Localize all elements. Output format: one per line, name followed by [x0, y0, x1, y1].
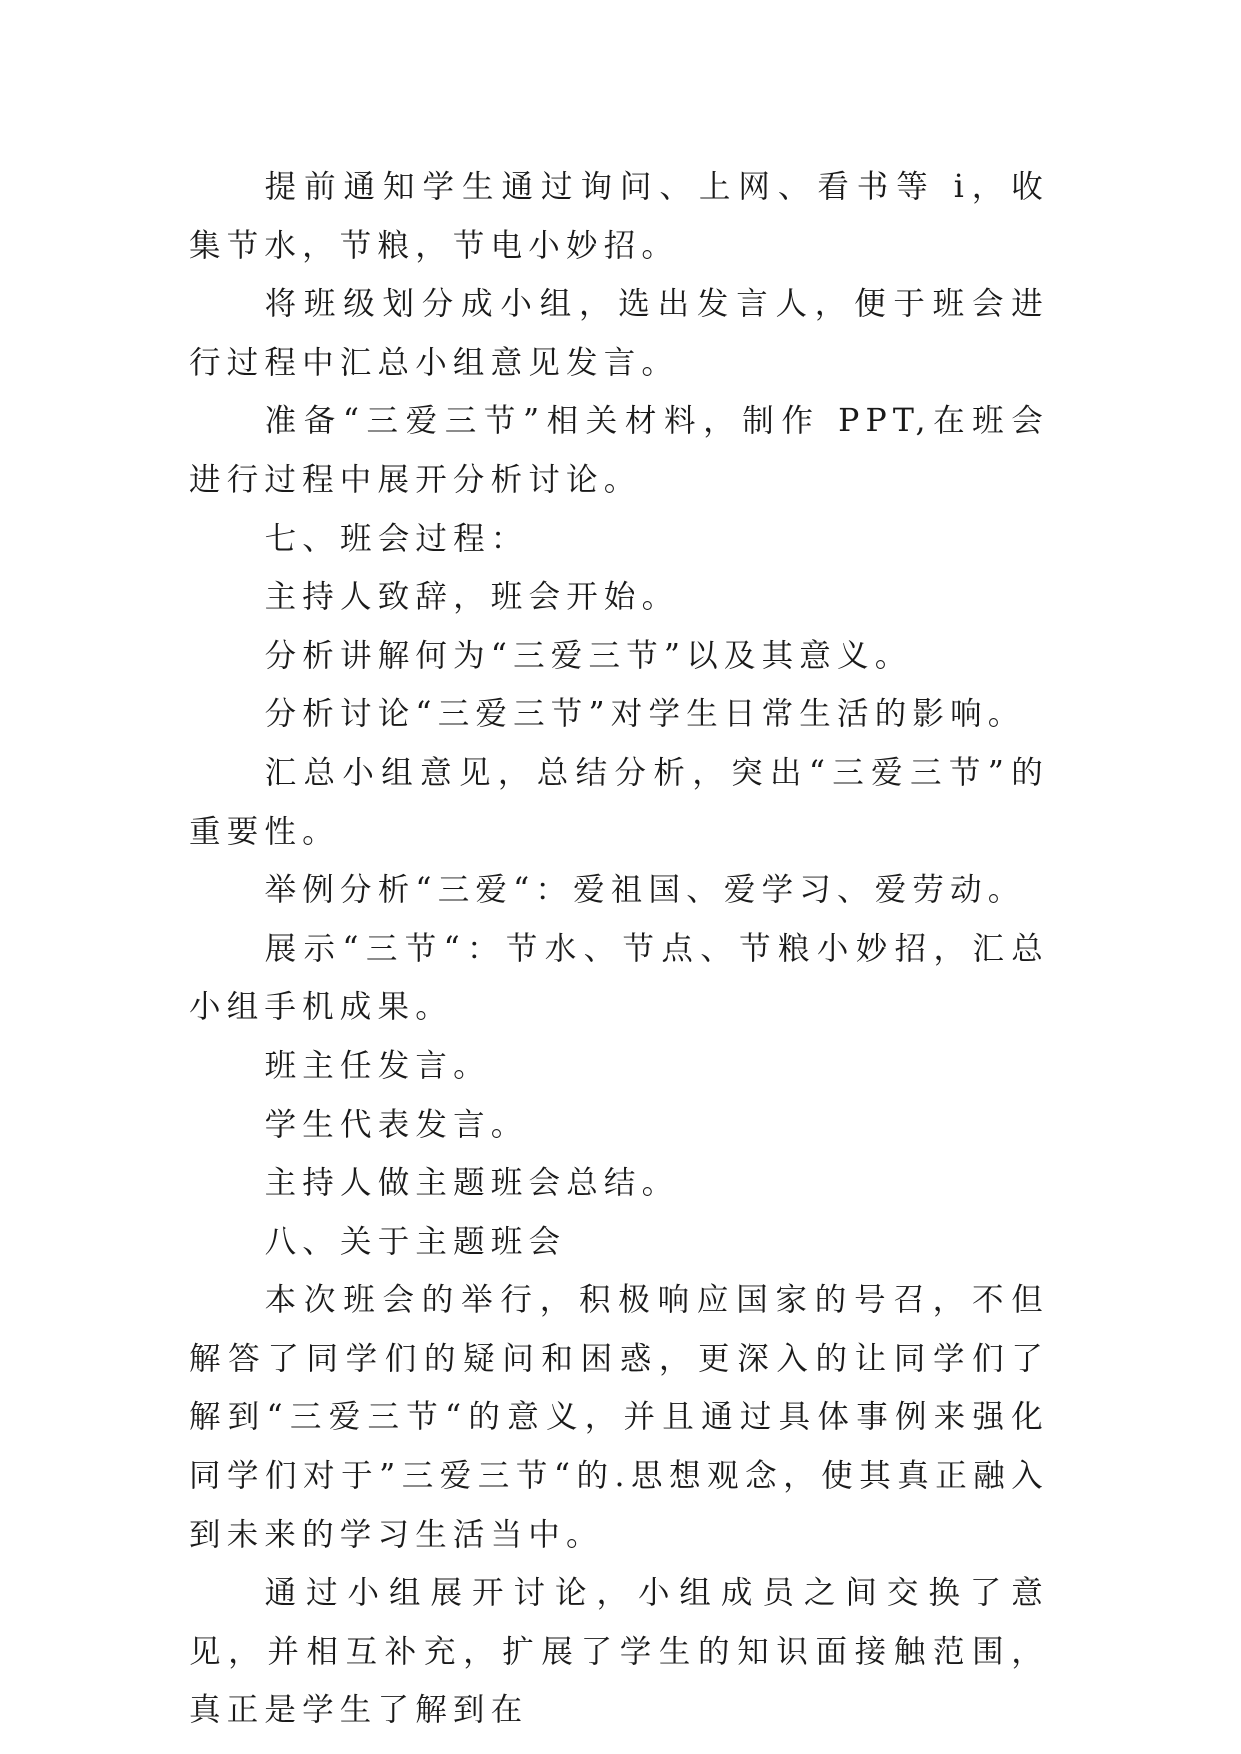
- document-body: [189, 158, 1049, 1740]
- paragraph-student-speech: 学生代表发言。: [264, 1106, 529, 1143]
- paragraph-host-summary: 主持人做主题班会总结。: [264, 1165, 680, 1202]
- paragraph-teacher-speech: 班主任发言。: [264, 1047, 491, 1084]
- paragraph-three-savings: 展示“三节“：节水、节点、节粮小妙招，汇总小组手机成果。: [189, 930, 1049, 1026]
- paragraph-discuss-impact: 分析讨论“三爱三节”对学生日常生活的影响。: [264, 696, 1026, 733]
- paragraph-prepare-materials: 准备“三爱三节”相关材料，制作 PPT,在班会进行过程中展开分析讨论。: [189, 403, 1049, 498]
- paragraph-three-loves: 举例分析“三爱“：爱祖国、爱学习、爱劳动。: [264, 872, 1026, 909]
- paragraph-explain-meaning: 分析讲解何为“三爱三节”以及其意义。: [264, 637, 913, 674]
- paragraph-prepare-collect-tips: 提前通知学生通过询问、上网、看书等 i，收集节水，节粮，节电小妙招。: [189, 169, 1049, 264]
- paragraph-about-meeting: 本次班会的举行，积极响应国家的号召，不但解答了同学们的疑问和困惑，更深入的让同学们了解到“三爱三节“的意义，并且通过具体事例来强化同学们对于”三爱三节“的.思想观念，使其真正融入到未来的学习生活当中。: [189, 1282, 1049, 1553]
- section-heading-about: 八、关于主题班会: [264, 1223, 567, 1260]
- paragraph-prepare-groups: 将班级划分成小组，选出发言人，便于班会进行过程中汇总小组意见发言。: [189, 286, 1049, 381]
- paragraph-summarize-opinions: 汇总小组意见，总结分析，突出“三爱三节”的重要性。: [189, 754, 1049, 850]
- paragraph-group-discussion: 通过小组展开讨论，小组成员之间交换了意见，并相互补充，扩展了学生的知识面接触范围，真正是学生了解到在: [189, 1575, 1049, 1729]
- paragraph-host-opening: 主持人致辞，班会开始。: [264, 579, 680, 616]
- section-heading-process: 七、班会过程：: [264, 520, 529, 557]
